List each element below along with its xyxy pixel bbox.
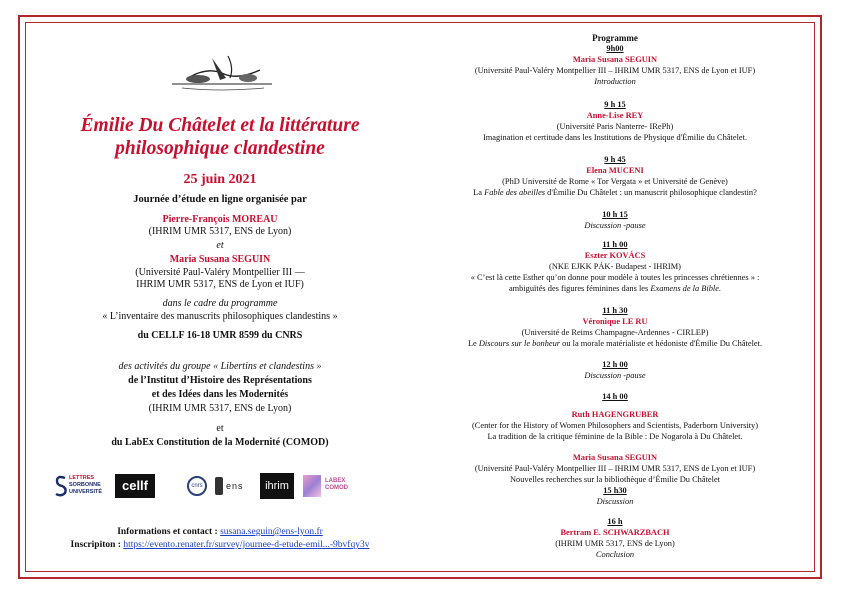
labex-square-icon (303, 475, 321, 497)
sorbonne-logo (55, 474, 111, 498)
programme-talk-1: Introduction (594, 77, 636, 86)
programme-time-10: 15 h30 (603, 486, 627, 495)
organizer-1-affiliation: (IHRIM UMR 5317, ENS de Lyon) (148, 226, 292, 237)
programme-time-2: 9 h 15 (604, 100, 626, 109)
programme-affiliation-6: (Université de Reims Champagne-Ardennes - CIRLEP) (521, 328, 709, 337)
programme-time-5: 11 h 00 (602, 240, 628, 249)
framework-activities: des activités du groupe « Libertins et clandestins » (118, 361, 322, 372)
organizer-1-name: Pierre-François MOREAU (162, 214, 278, 225)
sorbonne-logo-line-2: SORBONNE (69, 482, 101, 488)
programme-affiliation-5: (NKE EJKK PÁK- Budapest - IHRIM) (549, 262, 681, 271)
programme-affiliation-9: (Université Paul-Valéry Montpellier III – IHRIM UMR 5317, ENS de Lyon et IUF) (474, 464, 756, 473)
organizer-2-affiliation-2: IHRIM UMR 5317, ENS de Lyon et IUF) (136, 279, 304, 290)
partner-logos (55, 474, 395, 500)
talk-6-emphasis: Discours sur le bonheur (478, 339, 561, 348)
programme-time-8: 14 h 00 (602, 392, 628, 401)
programme-speaker-8: Ruth HAGENGRUBER (571, 410, 659, 419)
programme-talk-6 (420, 339, 810, 350)
programme-affiliation-2: (Université Paris Nanterre- IRePh) (556, 122, 674, 131)
talk-3-suffix: d'Émilie Du Châtelet : un manuscrit philosophique clandestin? (545, 188, 757, 197)
page-title (30, 114, 410, 160)
programme-pause-1: Discussion -pause (584, 221, 646, 230)
talk-5-prefix: ambiguïtés des figures féminines dans les (508, 284, 651, 293)
talk-3-emphasis: Fable des abeilles (484, 188, 546, 197)
cnrs-logo: cnrs (187, 476, 207, 496)
programme-speaker-2: Anne-Lise REY (586, 111, 644, 120)
programme-talk-11: Conclusion (595, 550, 635, 559)
ens-crest-icon (215, 477, 223, 495)
framework-intro: dans le cadre du programme (162, 298, 278, 309)
sorbonne-s-icon (55, 475, 67, 497)
title-line-1: Émilie Du Châtelet et la littérature (80, 115, 360, 136)
programme-time-6: 11 h 30 (602, 306, 628, 315)
programme-affiliation-3: (PhD Université de Rome « Tor Vergata » et Université de Genève) (502, 177, 728, 186)
talk-5-emphasis: Examens de la Bible. (650, 284, 722, 293)
programme-time-7: 12 h 00 (602, 360, 628, 369)
organizer-2-name: Maria Susana SEGUIN (169, 254, 271, 265)
programme-speaker-1: Maria Susana SEGUIN (572, 55, 658, 64)
programme-pause-2: Discussion -pause (584, 371, 646, 380)
framework-cellf: du CELLF 16-18 UMR 8599 du CNRS (137, 330, 303, 341)
programme-talk-2: Imagination et certitude dans les Institutions de Physique d'Émilie du Châtelet. (482, 133, 748, 142)
talk-6-suffix: ou la morale matérialiste et hédoniste d'Émilie Du Châtelet. (560, 339, 763, 348)
labex-logo-line-1: LABEX (325, 478, 346, 484)
programme-talk-8: La tradition de la critique féminine de la Bible : De Nogarola à Du Châtelet. (487, 432, 743, 441)
programme-speaker-11: Bertram E. SCHWARZBACH (560, 528, 670, 537)
programme-affiliation-8: (Center for the History of Women Philosophers and Scientists, Paderborn University) (472, 421, 758, 430)
event-date: 25 juin 2021 (183, 172, 257, 187)
contact-email-link[interactable]: susana.seguin@ens-lyon.fr (220, 527, 323, 537)
programme-time-3: 9 h 45 (604, 155, 626, 164)
title-line-2: philosophique clandestine (115, 138, 325, 159)
sorbonne-logo-line-1: LETTRES (69, 475, 95, 481)
framework-program: « L’inventaire des manuscrits philosophiques clandestins » (102, 311, 338, 322)
ens-logo: ens (226, 481, 244, 491)
programme-speaker-5: Eszter KOVÁCS (584, 251, 646, 260)
contact-info-label: Informations et contact : (117, 527, 218, 537)
cellf-logo: cellf (115, 474, 155, 498)
inscription-label: Inscripiton : (70, 540, 121, 550)
programme-talk-3 (420, 188, 810, 199)
programme-time-1: 9h00 (606, 44, 624, 53)
organizer-2-affiliation-1: (Université Paul-Valéry Montpellier III — (135, 267, 305, 278)
programme-affiliation-11: (IHRIM UMR 5317, ENS de Lyon) (555, 539, 675, 548)
contact-info-row (30, 526, 410, 539)
sorbonne-logo-line-3: UNIVERSITÉ (69, 489, 103, 495)
programme-time-4: 10 h 15 (602, 210, 628, 219)
programme-pause-3: Discussion (596, 497, 634, 506)
programme-speaker-6: Véronique LE RU (582, 317, 648, 326)
event-subtitle: Journée d’étude en ligne organisée par (133, 194, 307, 205)
framework-institute-1: de l’Institut d’Histoire des Représentations (128, 375, 312, 386)
programme-talk-5-line-1: « C’est là cette Esther qu’on donne pour modèle à toutes les princesses chrétiennes » : (470, 273, 760, 282)
framework-labex: du LabEx Constitution de la Modernité (COMOD) (111, 437, 329, 448)
programme-talk-9: Nouvelles recherches sur la bibliothèque d’Émilie Du Châtelet (509, 475, 720, 484)
quill-hand-illustration (168, 48, 276, 96)
organizers-conjunction: et (216, 240, 224, 251)
programme-affiliation-1: (Université Paul-Valéry Montpellier III – IHRIM UMR 5317, ENS de Lyon et IUF) (474, 66, 756, 75)
programme-time-11: 16 h (607, 517, 623, 526)
ihrim-logo: ihrim (260, 473, 294, 499)
inscription-link[interactable]: https://evento.renater.fr/survey/journee-d-etude-emil...-9bvfqy3v (123, 540, 370, 550)
programme-talk-5-line-2 (420, 284, 810, 295)
talk-3-prefix: La (473, 188, 485, 197)
labex-logo-line-2: COMOD (325, 485, 348, 491)
contact-block (30, 526, 410, 552)
programme-heading: Programme (592, 33, 638, 43)
talk-6-prefix: Le (467, 339, 479, 348)
inscription-row (30, 539, 410, 552)
programme-speaker-9: Maria Susana SEGUIN (572, 453, 658, 462)
framework-conjunction: et (216, 423, 224, 434)
framework-institute-2: et des Idées dans les Modernités (151, 389, 289, 400)
framework-institute-3: (IHRIM UMR 5317, ENS de Lyon) (148, 403, 292, 414)
labex-comod-logo (303, 474, 363, 498)
programme-speaker-3: Elena MUCENI (586, 166, 644, 175)
